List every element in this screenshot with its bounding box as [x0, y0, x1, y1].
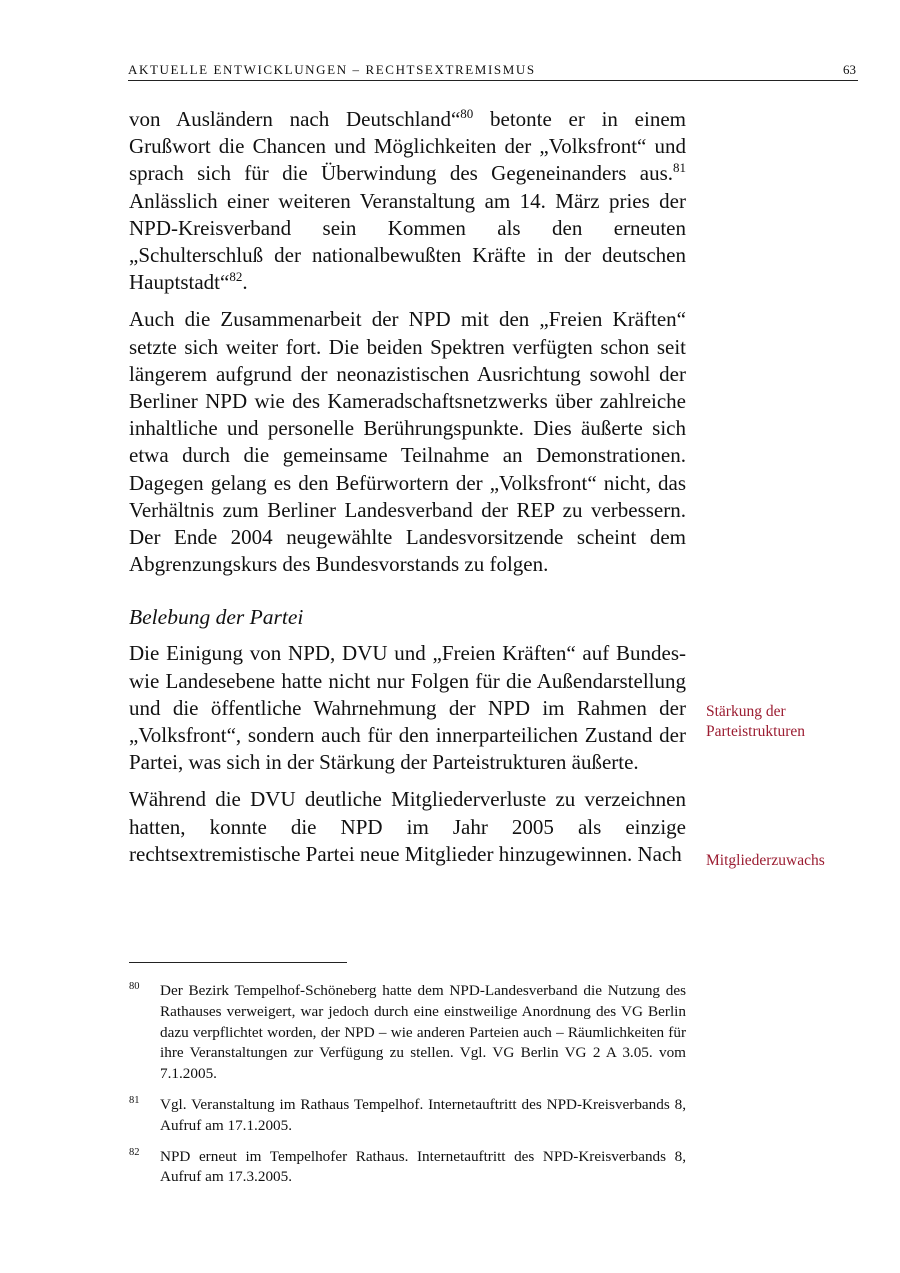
page-number: 63 — [843, 62, 856, 77]
main-text — [129, 106, 686, 878]
footnote-81 — [129, 1095, 686, 1137]
paragraph-1 — [129, 106, 686, 296]
p1-text-a: von Ausländern nach Deutschland“ — [129, 107, 461, 131]
margin-note-staerkung — [706, 702, 805, 742]
margin-note-mitgliederzuwachs: Mitgliederzuwachs — [706, 852, 825, 869]
footnote-number: 81 — [129, 1094, 140, 1106]
paragraph-2: Auch die Zusammenarbeit der NPD mit den „Freien Kräften“ setzte sich weiter fort. Die beiden Spektren verfügten schon seit längerem aufgrund der neonazistischen Ausrichtung sowohl der Berliner NPD wie des Kameradschaftsnetzwerks über zahlreiche inhaltliche und personelle Berührungspunkte. Dies äußerte sich etwa durch die gemeinsame Teilnahme an Demonstrationen. Dagegen gelang es den Befürwortern der „Volksfront“ nicht, das Verhältnis zum Berliner Landesverband der REP zu verbessern. Der Ende 2004 neugewählte Landesvorsitzende scheint dem Abgrenzungskurs des Bundesvorstands zu folgen. — [129, 307, 686, 577]
p1-text-b: betonte er in einem Grußwort die Chancen und Möglichkeiten der „Volksfront“ und sprach sich für die Überwindung des Gegeneinanders aus. — [129, 107, 686, 186]
footnote-number: 80 — [129, 981, 140, 992]
header-title: AKTUELLE ENTWICKLUNGEN – RECHTSEXTREMISMUS — [128, 62, 536, 77]
margin-note-1-line-1: Stärkung der — [706, 703, 786, 720]
footnote-text: Vgl. Veranstaltung im Rathaus Tempelhof. Internetauftritt des NPD-Kreisverbands 8, Aufruf am 17.1.2005. — [160, 1095, 686, 1134]
running-header — [128, 60, 858, 81]
footnote-separator — [129, 962, 347, 963]
footnote-ref-81: 81 — [673, 160, 686, 176]
footnote-text: Der Bezirk Tempelhof-Schöneberg hatte dem NPD-Landesverband die Nutzung des Rathauses verweigert, war jedoch durch eine einstweilige Anordnung des VG Berlin dazu verpflichtet worden, der NPD – wie anderen Parteien auch – Räumlichkeiten für ihre Veranstaltungen zur Verfügung zu stellen. Vgl. VG Berlin VG 2 A 3.05. vom 7.1.2005. — [160, 982, 686, 1083]
footnote-82 — [129, 1147, 686, 1189]
p1-text-d: . — [242, 270, 248, 295]
margin-note-1-line-2: Parteistrukturen — [706, 723, 806, 740]
footnote-80 — [129, 981, 686, 1085]
paragraph-4: Während die DVU deutliche Mitgliederverluste zu verzeichnen hatten, konnte die NPD im Jahr 2005 als einzige rechtsextremistische Partei neue Mitglieder hinzugewinnen. Nach — [129, 787, 686, 866]
section-heading: Belebung der Partei — [129, 605, 304, 630]
paragraph-3: Die Einigung von NPD, DVU und „Freien Kräften“ auf Bundes- wie Landesebene hatte nicht nur Folgen für die Außendarstellung und die öffentliche Wahrnehmung der NPD im Rahmen der „Volksfront“, sondern auch für den innerparteilichen Zustand der Partei, was sich in der Stärkung der Parteistrukturen äußerte. — [129, 641, 686, 775]
footnote-ref-80: 80 — [460, 106, 474, 121]
footnote-ref-82: 82 — [229, 269, 243, 285]
p1-text-c: Anlässlich einer weiteren Veranstaltung am 14. März pries der NPD-Kreisverband sein Kommen als den erneuten „Schulterschluß der nationalbewußten Kräfte in der deutschen Hauptstadt“ — [129, 188, 686, 295]
footnotes — [129, 981, 686, 1198]
footnote-text: NPD erneut im Tempelhofer Rathaus. Internetauftritt des NPD-Kreisverbands 8, Aufruf am 17.3.2005. — [160, 1147, 686, 1186]
footnote-number: 82 — [129, 1146, 140, 1158]
